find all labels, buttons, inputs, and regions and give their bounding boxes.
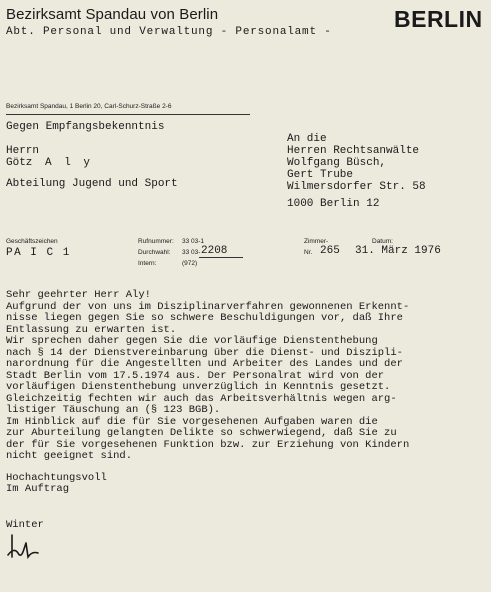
closing: Hochachtungsvoll — [6, 471, 107, 484]
direct-dial-prefix: 33 03- — [182, 249, 201, 256]
address-prefix: An die — [287, 133, 327, 145]
recipient-department: Abteilung Jugend und Sport — [6, 178, 178, 190]
letter-date: 31. März 1976 — [355, 245, 441, 257]
paragraph-line: Aufgrund der von uns im Disziplinarverfahren gewonnenen Erkennt- — [6, 300, 410, 313]
room-number: 265 — [320, 245, 340, 257]
room-label: Zimmer- — [304, 238, 329, 245]
office-name: Bezirksamt Spandau von Berlin — [6, 6, 219, 23]
paragraph-line: nicht geeignet sind. — [6, 450, 133, 462]
direct-dial-extension: 2208 — [201, 245, 228, 257]
greeting: Sehr geehrter Herr Aly! — [6, 289, 151, 301]
date-label: Datum: — [372, 238, 393, 245]
paragraph-line: Im Hinblick auf die für Sie vorgesehenen Aufgaben waren die — [6, 415, 378, 428]
address-line: Herren Rechtsanwälte — [287, 145, 420, 157]
paragraph-line: Wir sprechen daher gegen Sie die vorläufige Dienstenthebung — [6, 335, 378, 347]
address-line: Gert Trube — [287, 169, 354, 181]
paragraph-line: zur Aburteilung gelangten Delikte so schwerwiegend, daß Sie zu — [6, 427, 397, 439]
recipient-name: Götz A l y — [6, 157, 91, 169]
recipient-salutation: Herrn — [6, 145, 40, 157]
paragraph-line: Stadt Berlin vom 17.5.1974 aus. Der Personalrat wird von der — [6, 369, 385, 382]
paragraph-line: nach § 14 der Dienstvereinbarung über die Dienst- und Diszipli- — [6, 346, 403, 359]
return-address-rule — [6, 114, 250, 115]
phone-number: 33 03-1 — [182, 238, 205, 245]
reference-label: Geschäftszeichen — [6, 238, 58, 245]
direct-dial-label: Durchwahl: — [138, 249, 171, 256]
address-line: Wolfgang Büsch, — [287, 157, 387, 169]
signer-name: Winter — [6, 518, 44, 531]
paragraph-line: listiger Täuschung an (§ 123 BGB). — [6, 404, 221, 416]
internal-number: (972) — [182, 260, 198, 267]
paragraph-line: narordnung für die Angestellten und Arbeiter des Landes und der — [6, 358, 403, 370]
paragraph-line: Entlassung zu erwarten ist. — [6, 323, 177, 336]
return-address: Bezirksamt Spandau, 1 Berlin 20, Carl-Schurz-Straße 2-6 — [6, 103, 172, 110]
reference-code: PA I C 1 — [6, 247, 71, 259]
address-street: Wilmersdorfer Str. 58 — [287, 181, 426, 193]
paragraph-line: der für Sie vorgesehenen Funktion bzw. zur Erziehung von Kindern — [6, 438, 410, 451]
by-order: Im Auftrag — [6, 483, 70, 495]
paragraph-line: nisse liegen gegen Sie so schwere Beschuldigungen vor, daß Ihre — [6, 312, 403, 324]
delivery-note: Gegen Empfangsbekenntnis — [6, 121, 165, 133]
extension-underline — [199, 257, 243, 258]
department-name: Abt. Personal und Verwaltung - Personalamt - — [6, 26, 332, 38]
handwritten-signature — [4, 533, 48, 565]
berlin-wordmark: BERLIN — [394, 6, 483, 32]
internal-label: Intern: — [138, 260, 157, 267]
paragraph-line: vorläufigen Dienstenthebung unverzüglich in Kenntnis gesetzt. — [6, 381, 391, 393]
letter-body — [6, 290, 486, 531]
address-city: 1000 Berlin 12 — [287, 198, 380, 210]
room-number-label: Nr. — [304, 249, 313, 256]
phone-label: Rufnummer: — [138, 238, 174, 245]
paragraph-line: Gleichzeitig fechten wir auch das Arbeitsverhältnis wegen arg- — [6, 392, 397, 405]
